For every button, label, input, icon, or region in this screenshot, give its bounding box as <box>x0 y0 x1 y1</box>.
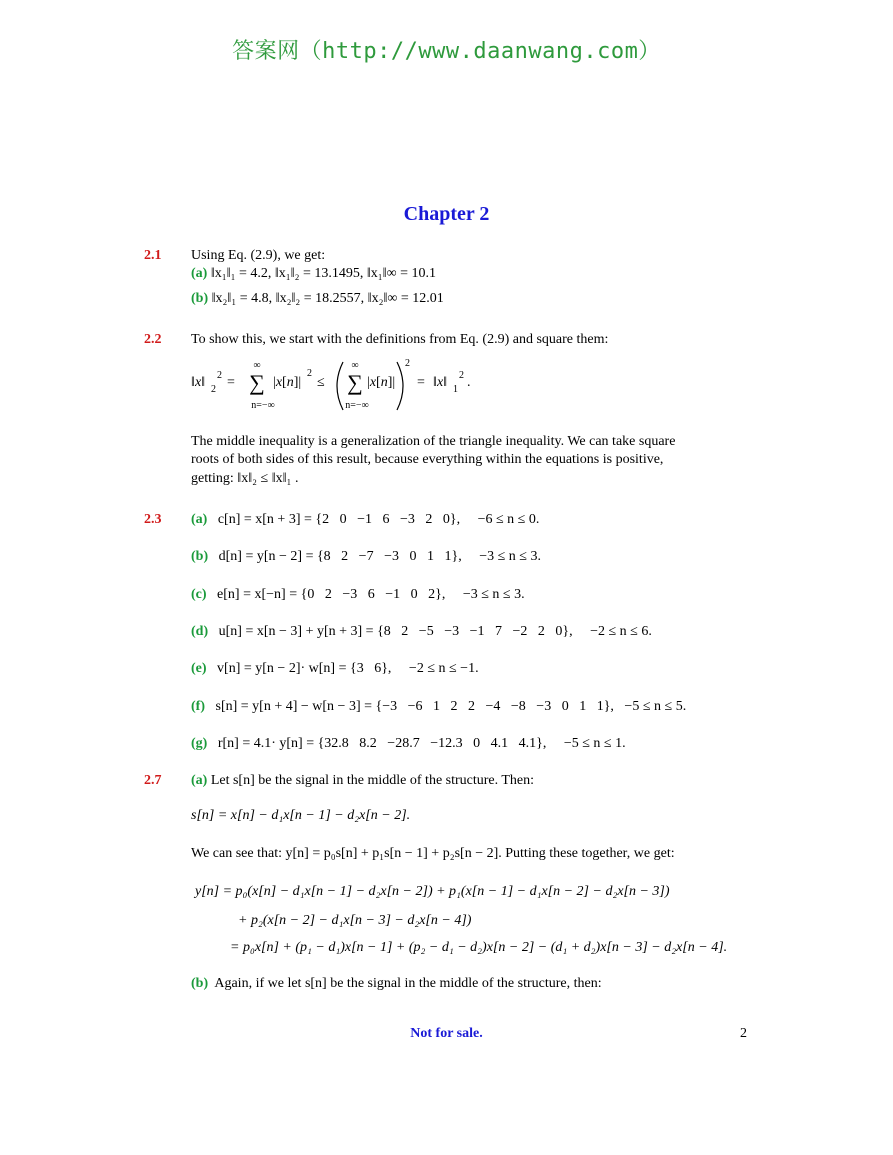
problem-2-7-a-intro <box>191 773 534 789</box>
problem-2-3-item-text: u[n] = x[n − 3] + y[n + 3] = {8 2 −5 −3 −1 7 −2 2 0}, −2 ≤ n ≤ 6. <box>218 624 652 639</box>
problem-2-3-item-b <box>191 549 541 565</box>
problem-2-1-b-text: ‖x₂‖₁ = 4.8, ‖x₂‖₂ = 18.2557, ‖x₂‖∞ = 12.01 <box>211 291 444 306</box>
page-number: 2 <box>740 1026 747 1041</box>
svg-text:∑: ∑ <box>347 370 363 395</box>
problem-2-3-item-g <box>191 736 626 752</box>
problem-2-3-item-d <box>191 624 652 640</box>
svg-text:∑: ∑ <box>249 370 265 395</box>
svg-text:|x[n]|: |x[n]| <box>273 375 302 390</box>
svg-text:2: 2 <box>405 358 410 369</box>
problem-2-2-para-3: getting: ‖x‖₂ ≤ ‖x‖₁ . <box>191 471 299 486</box>
svg-text:2: 2 <box>459 370 464 381</box>
problem-2-3-item-c <box>191 587 525 603</box>
svg-text:n=−∞: n=−∞ <box>345 400 369 411</box>
problem-2-3-item-text: r[n] = 4.1· y[n] = {32.8 8.2 −28.7 −12.3 0 4.1 4.1}, −5 ≤ n ≤ 1. <box>217 736 626 751</box>
problem-2-3-item-a <box>191 512 539 528</box>
chapter-title: Chapter 2 <box>403 203 490 225</box>
norm-inequality-equation <box>191 356 491 412</box>
problem-number-2-7: 2.7 <box>144 773 162 788</box>
part-label: (b) <box>191 549 209 564</box>
problem-2-3-item-f <box>191 699 686 715</box>
part-label: (a) <box>191 773 208 788</box>
problem-2-1-b <box>191 291 444 307</box>
svg-text:.: . <box>467 375 471 390</box>
svg-text:=: = <box>227 375 235 390</box>
svg-text:n=−∞: n=−∞ <box>251 400 275 411</box>
svg-text:1: 1 <box>453 384 458 395</box>
watermark: 答案网（http://www.daanwang.com） <box>232 39 661 64</box>
problem-2-7-see-text: We can see that: y[n] = p₀s[n] + p₁s[n − 1] + p₂s[n − 2]. Putting these together, we get: <box>191 846 675 861</box>
part-label: (f) <box>191 699 205 714</box>
svg-text:∞: ∞ <box>253 360 261 371</box>
problem-2-3-item-text: s[n] = y[n + 4] − w[n − 3] = {−3 −6 1 2 2 −4 −8 −3 0 1 1}, −5 ≤ n ≤ 5. <box>215 699 687 714</box>
svg-text:2: 2 <box>217 370 222 381</box>
svg-text:‖x‖: ‖x‖ <box>191 375 206 390</box>
problem-2-1-intro: Using Eq. (2.9), we get: <box>191 248 326 263</box>
problem-2-3-item-text: e[n] = x[−n] = {0 2 −3 6 −1 0 2}, −3 ≤ n ≤ 3. <box>217 587 525 602</box>
part-label: (b) <box>191 291 209 306</box>
svg-text:‖x‖: ‖x‖ <box>433 375 448 390</box>
problem-2-3-item-text: c[n] = x[n + 3] = {2 0 −1 6 −3 2 0}, −6 ≤ n ≤ 0. <box>217 512 540 527</box>
problem-2-1-a-text: ‖x₁‖₁ = 4.2, ‖x₁‖₂ = 13.1495, ‖x₁‖∞ = 10.1 <box>210 266 436 281</box>
svg-text:|x[n]|: |x[n]| <box>367 375 396 390</box>
part-label: (g) <box>191 736 208 751</box>
problem-number-2-1: 2.1 <box>144 248 162 263</box>
svg-text:∞: ∞ <box>351 360 359 371</box>
problem-2-1-a <box>191 266 436 282</box>
problem-number-2-2: 2.2 <box>144 332 162 347</box>
problem-2-3-item-text: v[n] = y[n − 2]· w[n] = {3 6}, −2 ≤ n ≤ −1. <box>217 661 479 676</box>
problem-number-2-3: 2.3 <box>144 512 162 527</box>
svg-text:2: 2 <box>307 368 312 379</box>
problem-2-7-b <box>191 976 602 992</box>
problem-2-2-para-1: The middle inequality is a generalization of the triangle inequality. We can take square <box>191 434 676 449</box>
problem-2-3-item-text: d[n] = y[n − 2] = {8 2 −7 −3 0 1 1}, −3 ≤ n ≤ 3. <box>218 549 541 564</box>
problem-2-7-b-text: Again, if we let s[n] be the signal in the middle of the structure, then: <box>214 976 602 991</box>
equation-s-n: s[n] = x[n] − d₁x[n − 1] − d₂x[n − 2]. <box>191 808 411 823</box>
footer-note: Not for sale. <box>410 1026 483 1041</box>
part-label: (a) <box>191 266 208 281</box>
svg-text:2: 2 <box>211 384 216 395</box>
svg-text:≤: ≤ <box>317 375 325 390</box>
part-label: (e) <box>191 661 207 676</box>
problem-2-2-intro: To show this, we start with the definitions from Eq. (2.9) and square them: <box>191 332 609 347</box>
svg-text:=: = <box>417 375 425 390</box>
problem-2-7-a-text: Let s[n] be the signal in the middle of the structure. Then: <box>210 773 535 788</box>
part-label: (b) <box>191 976 209 991</box>
equation-y-n-line-3: = p₀x[n] + (p₁ − d₁)x[n − 1] + (p₂ − d₁ − d₂)x[n − 2] − (d₁ + d₂)x[n − 3] − d₂x[n − 4]. <box>230 940 728 955</box>
part-label: (c) <box>191 587 207 602</box>
part-label: (a) <box>191 512 208 527</box>
problem-2-2-para-2: roots of both sides of this result, because everything within the equations is positive, <box>191 452 664 467</box>
part-label: (d) <box>191 624 209 639</box>
equation-y-n-line-1: y[n] = p₀(x[n] − d₁x[n − 1] − d₂x[n − 2]) + p₁(x[n − 1] − d₁x[n − 2] − d₂x[n − 3]) <box>195 884 670 899</box>
problem-2-3-item-e <box>191 661 479 677</box>
equation-y-n-line-2: + p₂(x[n − 2] − d₁x[n − 3] − d₂x[n − 4]) <box>238 913 472 928</box>
